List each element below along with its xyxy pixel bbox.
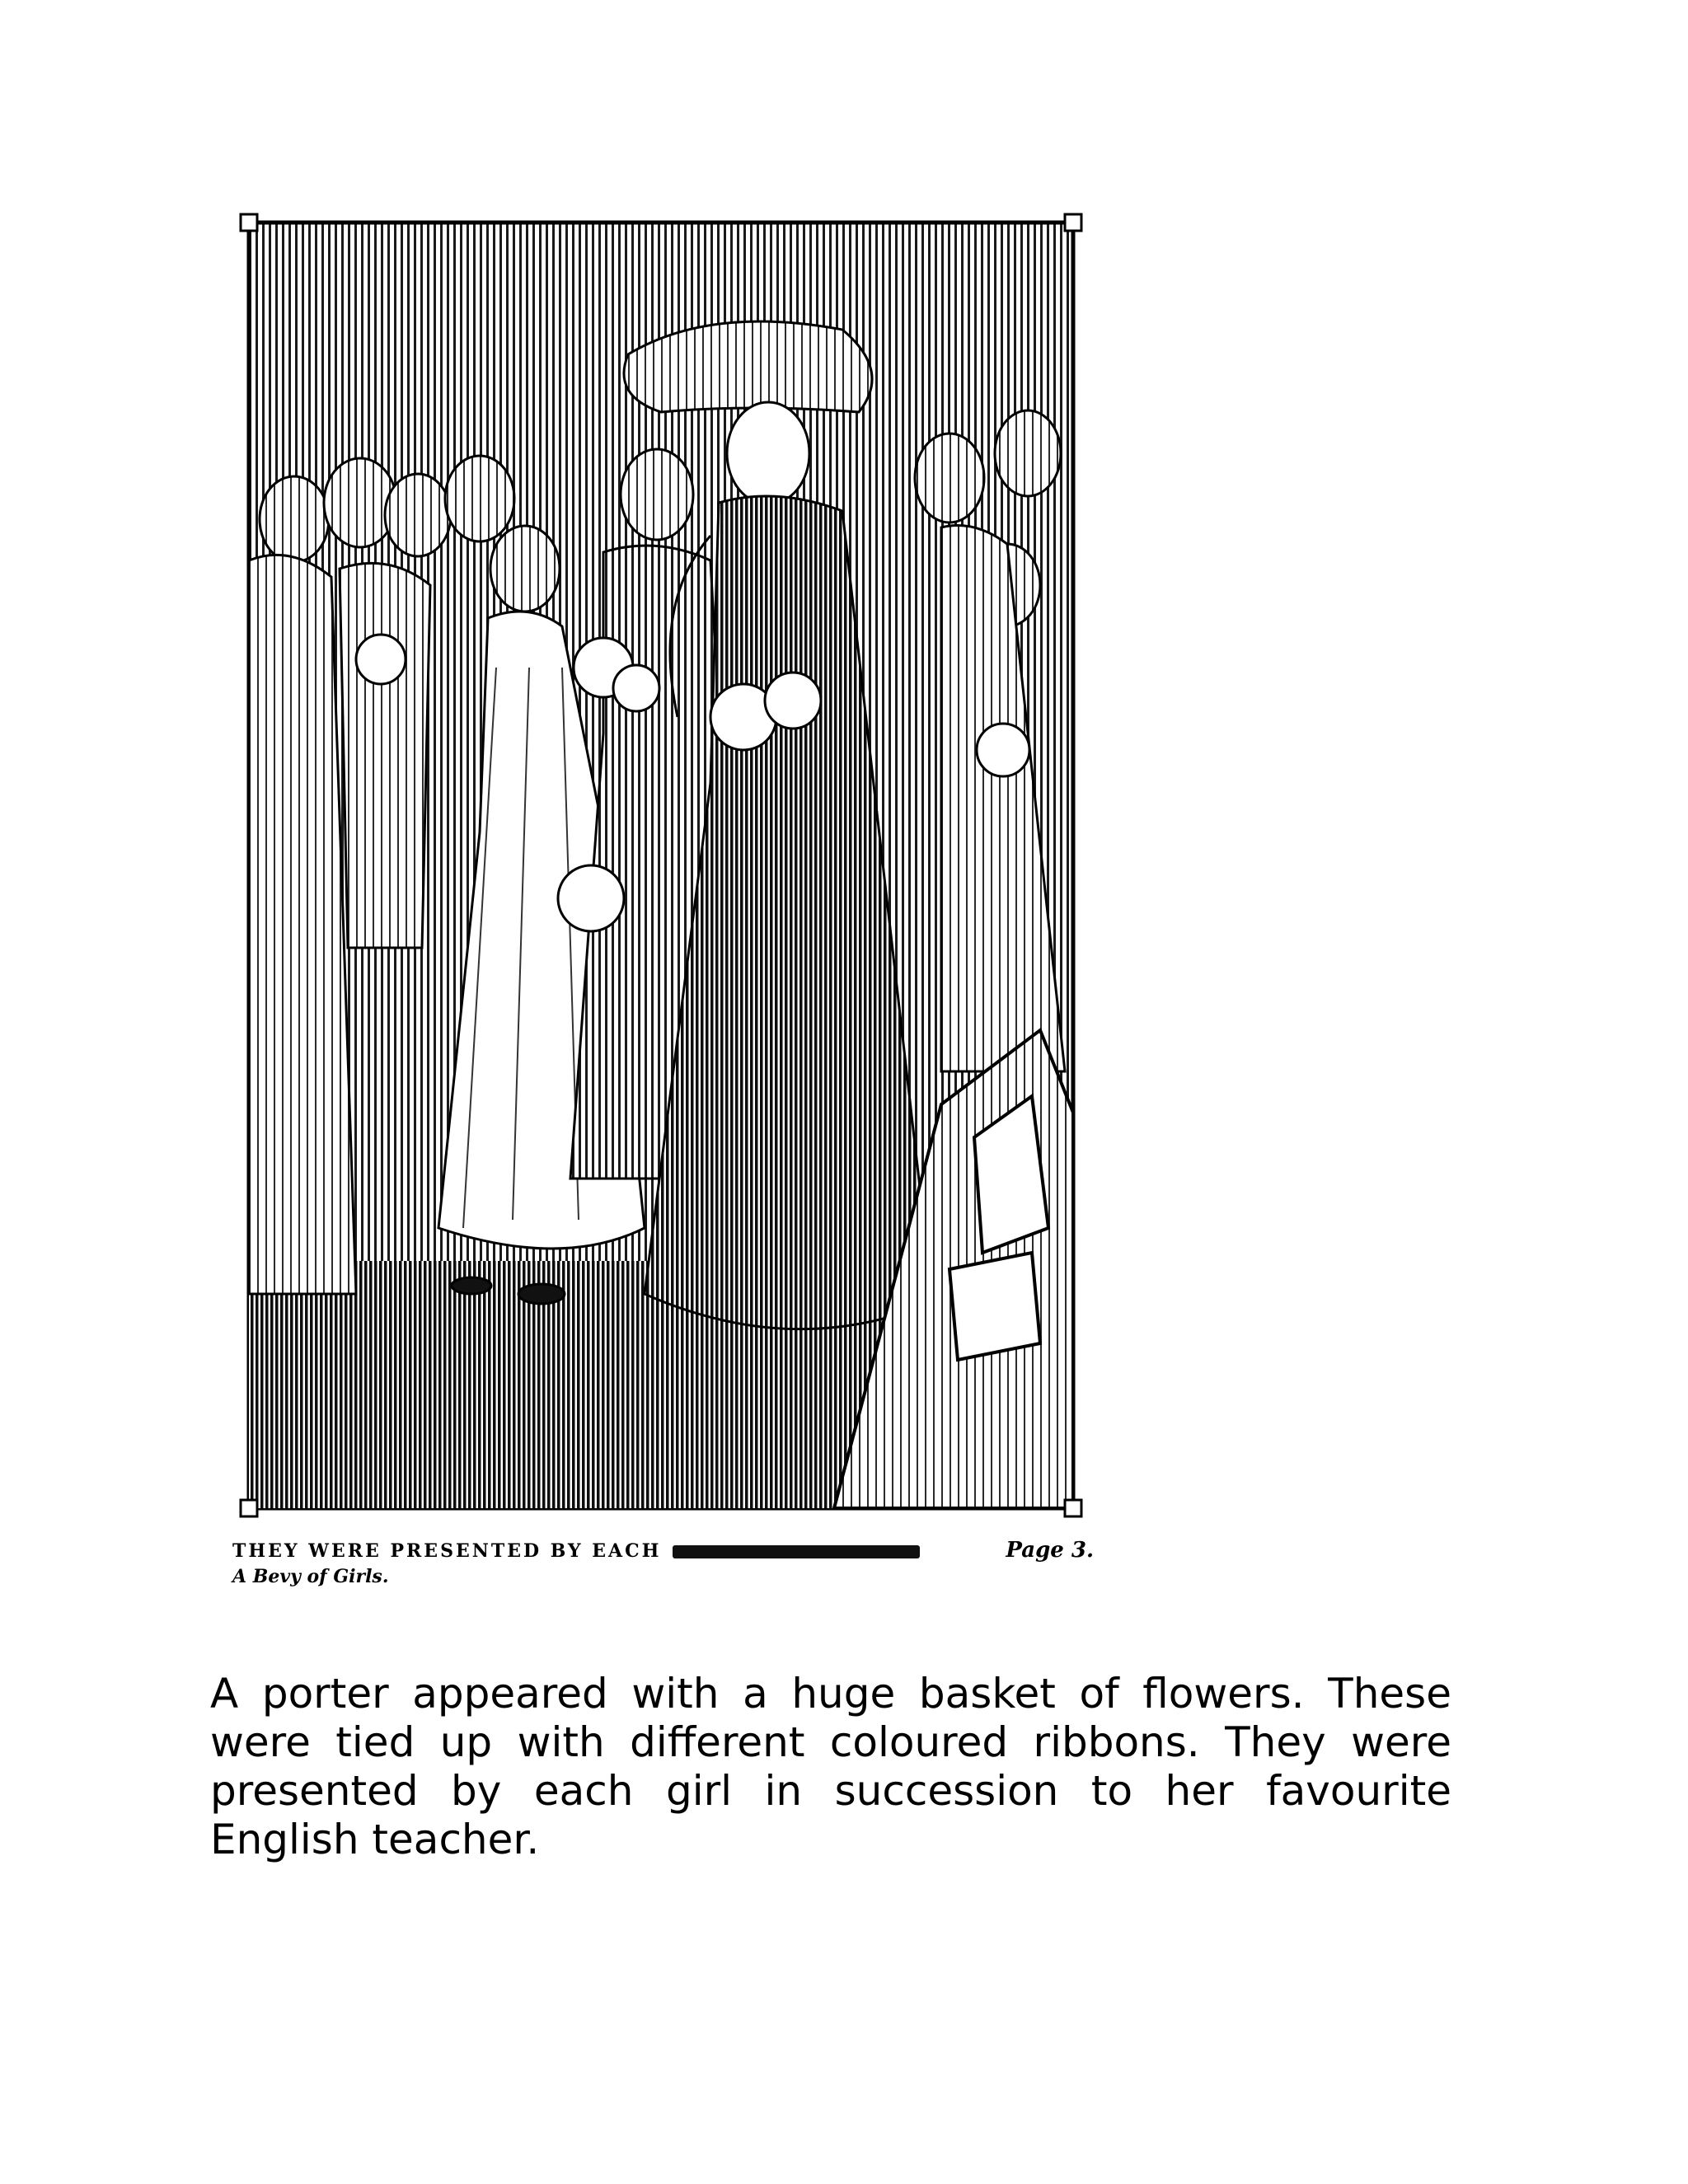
caption-text: THEY WERE PRESENTED BY EACH: [232, 1540, 662, 1562]
caption-smudge: [673, 1545, 920, 1558]
illustration-svg: [216, 206, 1100, 1525]
illustration-caption: [232, 1538, 1094, 1587]
caption-page-ref: Page 3.: [1006, 1538, 1094, 1563]
body-paragraph: A porter appeared with a huge basket of flowers. These were tied up with different coloured ribbons. They were presented by each girl in succession to her favourite English teacher.: [210, 1670, 1451, 1863]
engraving-illustration: [216, 206, 1100, 1525]
caption-book-title: A Bevy of Girls.: [232, 1566, 389, 1587]
caption-line-1: [232, 1538, 1094, 1563]
